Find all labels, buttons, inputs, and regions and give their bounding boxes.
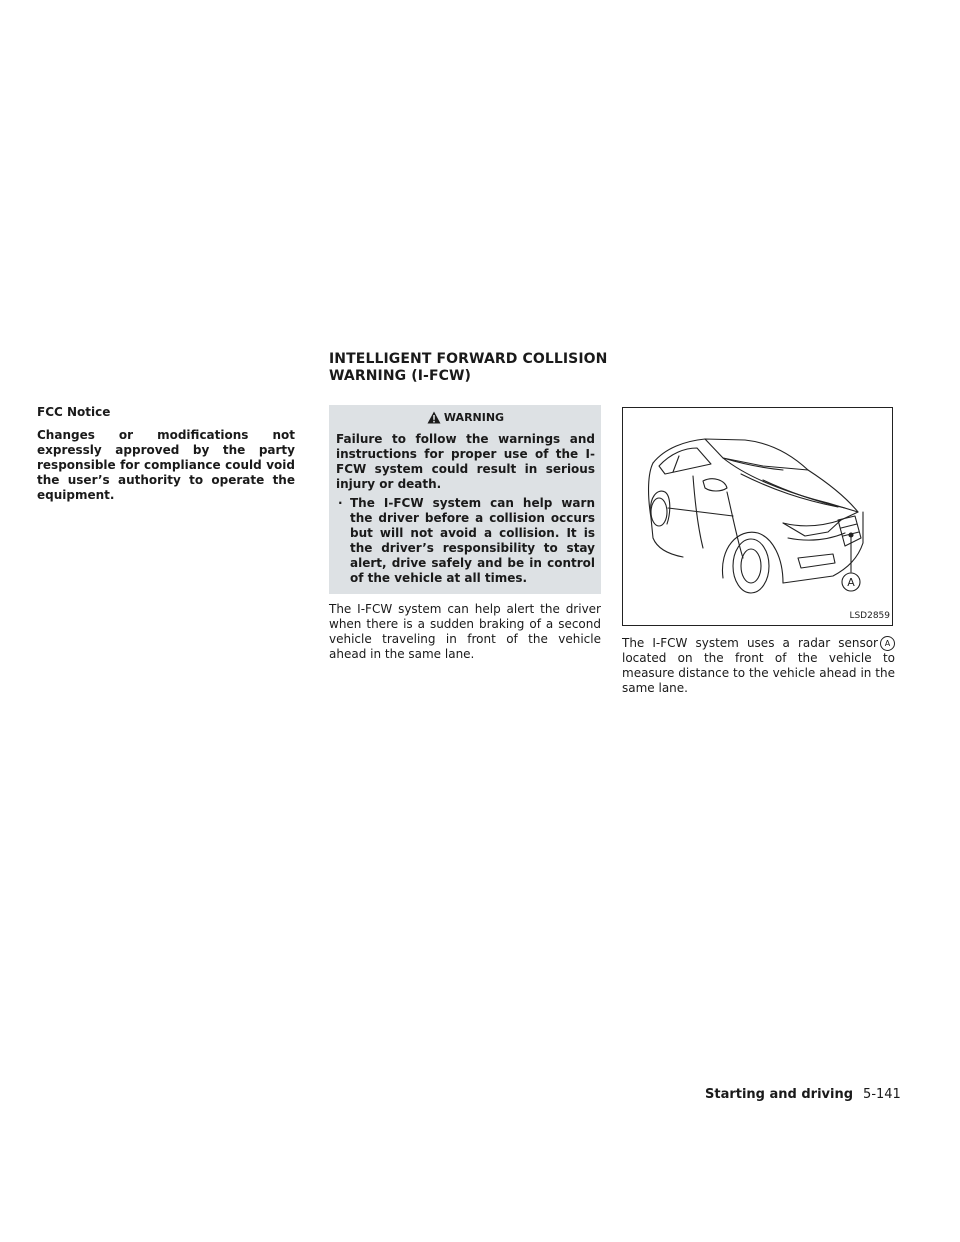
warning-box <box>329 405 601 594</box>
page-number: 5-141 <box>863 1087 901 1102</box>
vehicle-illustration <box>622 407 893 626</box>
sensor-text-after: located on the front of the vehicle to measure distance to the vehicle ahead in the same lane. <box>622 651 895 695</box>
sensor-text-before: The I-FCW system uses a radar sensor <box>622 636 878 650</box>
chapter-title: Starting and driving <box>705 1087 854 1102</box>
section-title-line-2: WARNING (I-FCW) <box>329 368 472 384</box>
page-footer <box>705 1087 901 1102</box>
left-column <box>37 405 295 509</box>
warning-text: Failure to follow the warnings and instructions for proper use of the I-FCW system could result in serious injury or death. <box>336 432 595 491</box>
warning-label: WARNING <box>443 411 505 424</box>
fcc-notice-title: FCC Notice <box>37 405 111 419</box>
car-front-drawing <box>623 408 894 627</box>
middle-column <box>329 405 601 668</box>
warning-bullet-text: The I-FCW system can help warn the driver before a collision occurs but will not avoid a collision. It is the driver’s responsibility to stay alert, drive safely and be in control of the vehicle at all times. <box>350 496 595 585</box>
bullet-dot: · <box>338 496 343 510</box>
section-title-line-1: INTELLIGENT FORWARD COLLISION <box>329 351 608 367</box>
warning-bullet <box>336 496 595 586</box>
figure-code: LSD2859 <box>849 611 890 621</box>
sensor-paragraph <box>622 636 895 696</box>
warning-triangle-icon <box>427 411 441 424</box>
sensor-callout-a: A <box>880 636 895 651</box>
right-column <box>622 407 895 702</box>
warning-header <box>336 410 595 425</box>
intro-paragraph: The I-FCW system can help alert the driver when there is a sudden braking of a second vehicle traveling in front of the vehicle ahead in the same lane. <box>329 602 601 661</box>
section-title <box>329 351 629 385</box>
fcc-notice-body: Changes or modifications not expressly approved by the party responsible for compliance could void the user’s authority to operate the equipment. <box>37 428 295 502</box>
figure-callout-a: A <box>847 576 855 589</box>
